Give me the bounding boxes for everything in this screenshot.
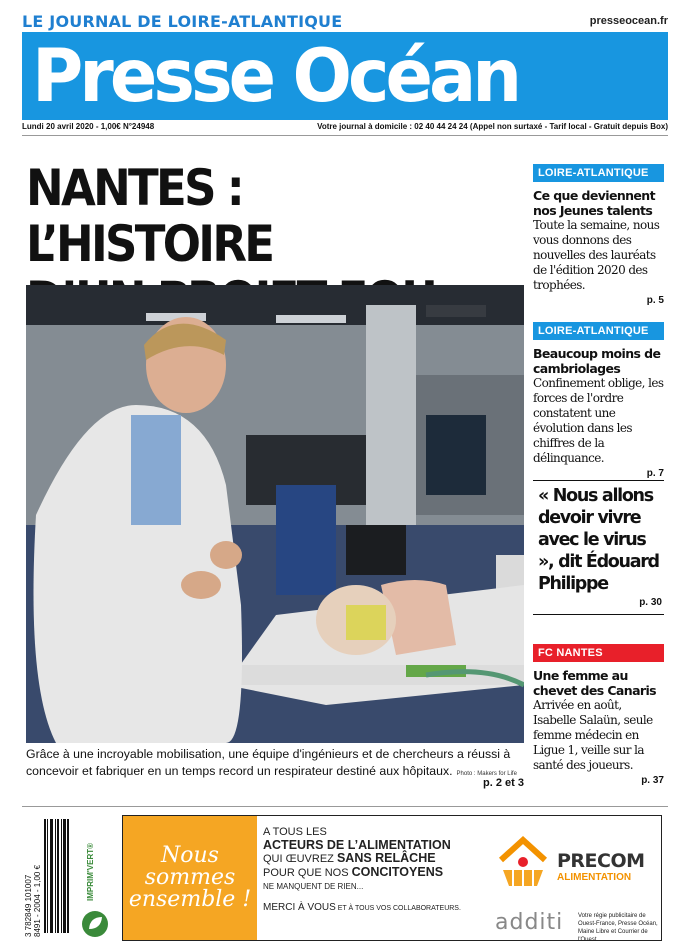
dateline [22,122,668,136]
page-ref[interactable]: p. 5 [646,295,664,306]
section-label: FC NANTES [533,644,664,662]
sidebar-article-jeunes-talents[interactable] [533,164,664,306]
ad-message [263,826,493,915]
precom-logo [493,830,658,900]
caption-page-ref[interactable]: p. 2 et 3 [483,777,524,789]
ad-slogan-panel [123,816,257,940]
photo-credit: Photo : Makers for Life [456,771,517,777]
precom-brand-sub: ALIMENTATION [557,872,632,883]
article-summary: Arrivée en août, Isabelle Salaün, seule femme médecin en Ligue 1, veille sur la santé des joueurs. [533,698,653,772]
newspaper-logo: Presse Océan [32,32,519,120]
issue-date: Lundi 20 avril 2020 - 1,00€ N°24948 [22,122,155,131]
section-label: LOIRE-ATLANTIQUE [533,164,664,182]
barcode-text [24,819,40,937]
barcode-number: 3 782849 101007 [24,874,33,937]
house-basket-icon [493,832,553,892]
precom-brand: PRECOM [557,850,645,872]
ad-slogan-1: Nous [161,843,219,868]
ad-line-3: QUI ŒUVREZ SANS RELÂCHE [263,851,436,865]
barcode-code: 8491 - 2004 - 1,00 € [33,864,42,937]
article-summary: Confinement oblige, les forces de l'ordre constatent une évolution dans les chiffres de la délinquance. [533,376,664,465]
top-bar [22,10,668,32]
ad-line-4: POUR QUE NOS CONCITOYENS [263,865,444,879]
ad-groupe-text: Votre régie publicitaire de Ouest-France, Presse Océan, Maine Libre et Courrier de l'Ouest. [578,913,658,943]
leaf-icon [80,909,110,939]
photo-caption [26,746,524,789]
ad-slogan-2: sommes [144,865,236,890]
page-ref[interactable]: p. 37 [641,775,664,786]
article-title: Beaucoup moins de cambriolages [533,346,661,376]
sidebar-article-fc-nantes[interactable] [533,644,664,786]
imprim-vert-badge [80,821,114,939]
caption-line-2: concevoir et fabriquer en un temps record un respirateur destiné aux hôpitaux. Photo : Makers for Life [26,764,517,778]
ad-line-2: ACTEURS DE L’ALIMENTATION [263,838,451,852]
ad-line-5: NE MANQUENT DE RIEN... [263,882,364,891]
subscription-info: Votre journal à domicile : 02 40 44 24 24 (Appel non surtaxé - Tarif local - Gratuit depuis Box) [317,122,668,131]
tagline: LE JOURNAL DE LOIRE-ATLANTIQUE [22,11,343,31]
lead-photo [26,285,524,743]
lab-scene-image [26,285,524,743]
caption-line-1: Grâce à une incroyable mobilisation, une équipe d'ingénieurs et de chercheurs a réussi à [26,747,511,761]
bottom-strip [22,806,668,944]
sidebar-quote-philippe[interactable] [533,480,664,615]
article-title: Ce que deviennent nos Jeunes talents [533,188,655,218]
website-link[interactable]: presseocean.fr [589,15,668,27]
additi-logo: additi [495,910,564,935]
ad-line-1: A TOUS LES [263,826,327,838]
section-label: LOIRE-ATLANTIQUE [533,322,664,340]
article-title: Une femme au chevet des Canaris [533,668,656,698]
headline-line-1: NANTES : L’HISTOIRE [26,159,273,273]
imprim-vert-label: IMPRIM'VERT® [86,842,95,901]
quote-text: « Nous allons devoir vivre avec le virus », dit Édouard Philippe [538,486,659,594]
precom-advertisement[interactable] [122,815,662,941]
masthead-banner [22,32,668,120]
page-ref[interactable]: p. 7 [646,468,664,479]
page-ref[interactable]: p. 30 [639,597,662,608]
ad-merci: MERCI À VOUS ET À TOUS VOS COLLABORATEURS. [263,902,461,913]
article-summary: Toute la semaine, nous vous donnons des nouvelles des lauréats de l'édition 2020 des trophées. [533,218,660,292]
sidebar-article-cambriolages[interactable] [533,322,664,479]
ad-slogan-3: ensemble ! [128,887,252,912]
